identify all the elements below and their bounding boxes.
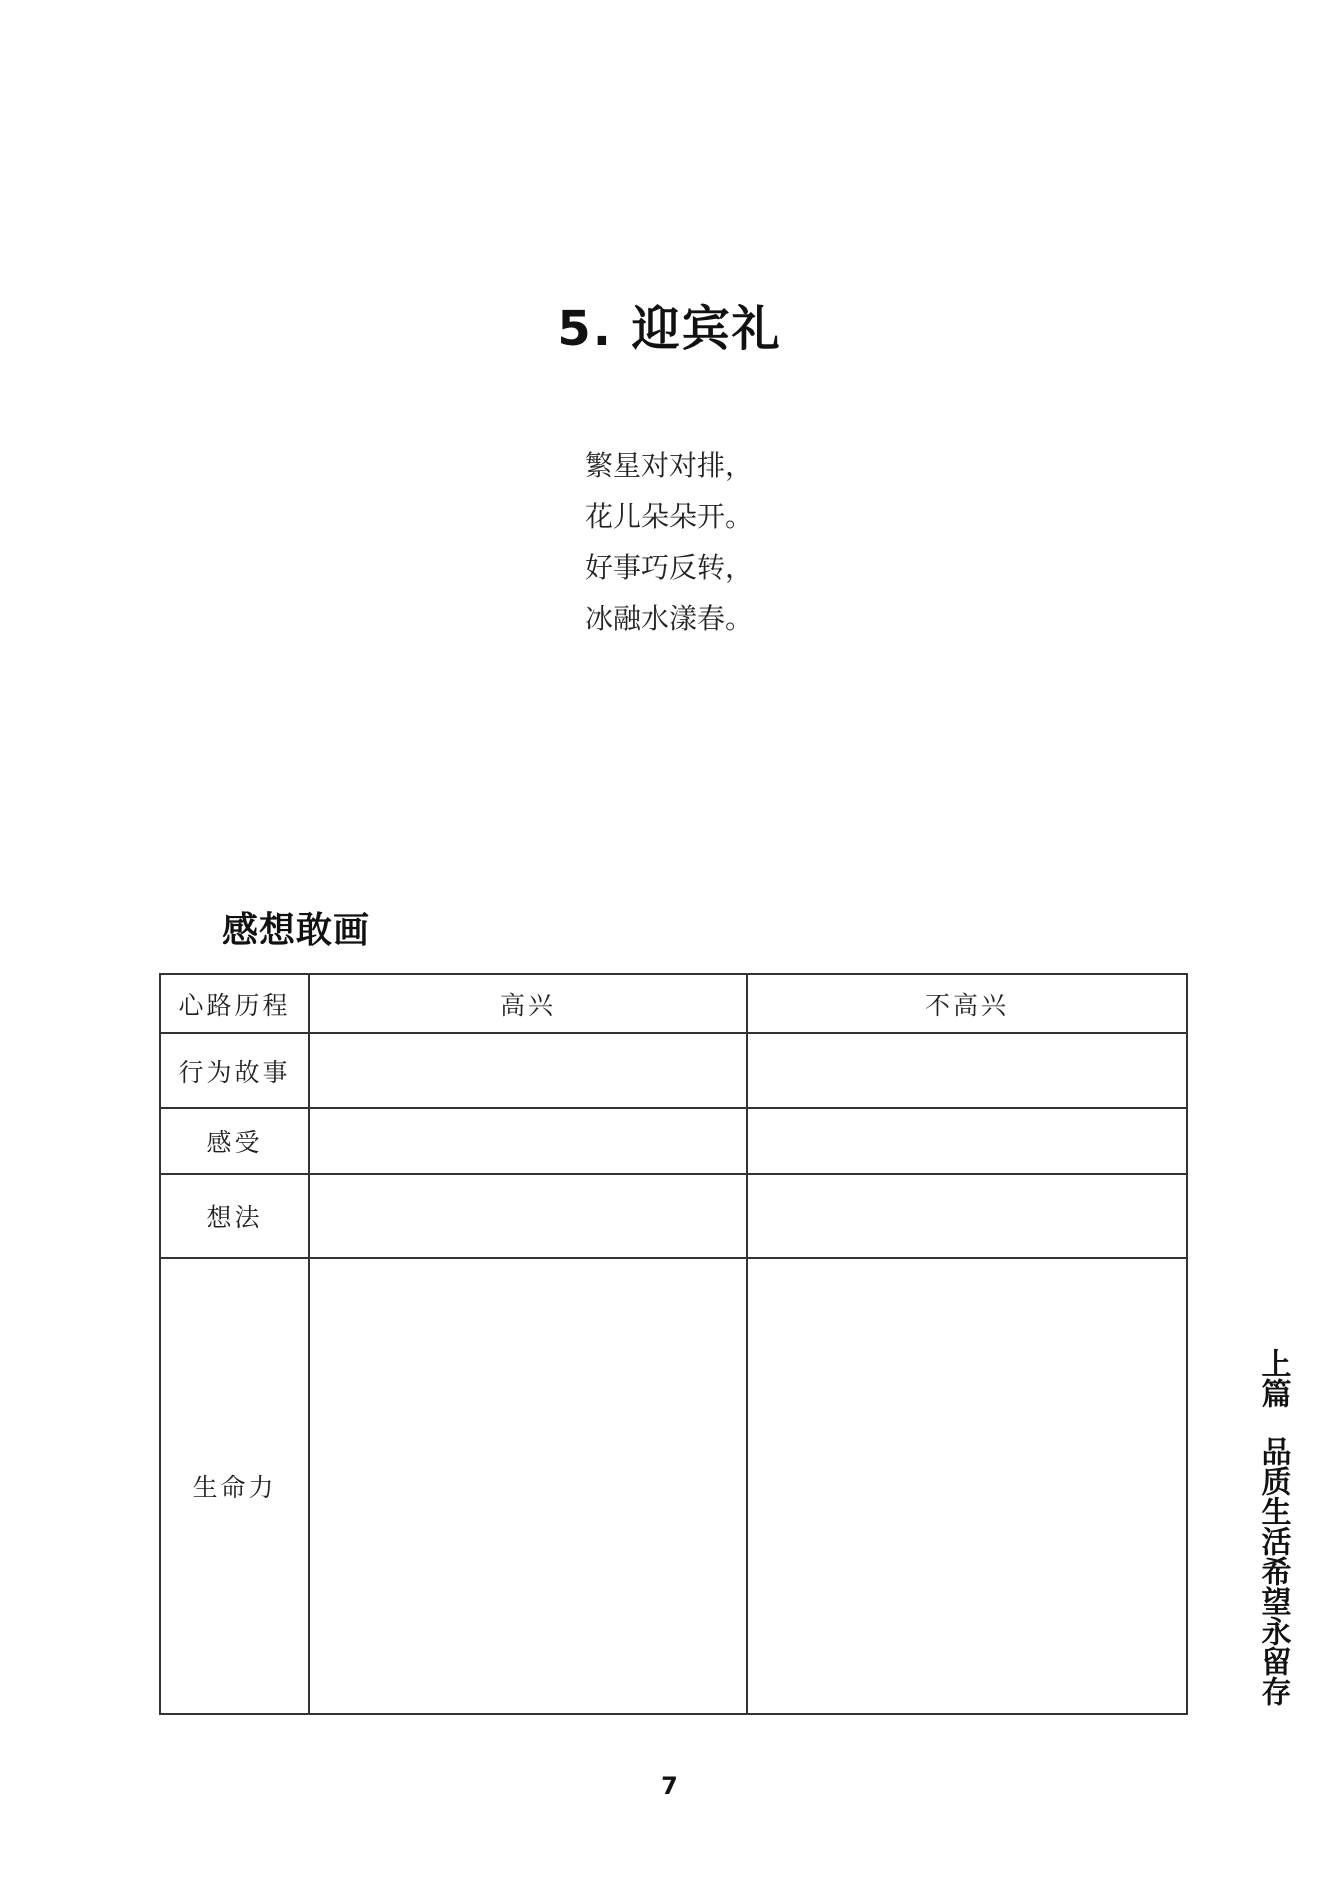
poem	[585, 440, 885, 644]
answer-cell-unhappy[interactable]	[747, 1174, 1187, 1258]
row-label-behavior: 行为故事	[160, 1033, 309, 1108]
answer-cell-happy[interactable]	[309, 1108, 747, 1174]
poem-line: 花儿朵朵开。	[585, 500, 754, 533]
side-section-tab	[1250, 1348, 1296, 1706]
table-row	[160, 1033, 1187, 1108]
section-heading: 感想敢画	[222, 910, 371, 951]
answer-cell-happy[interactable]	[309, 1258, 747, 1714]
side-tab-subtitle: 品质生活希望永留存	[1255, 1436, 1291, 1706]
header-cell-process: 心路历程	[160, 974, 309, 1033]
table-header-row	[160, 974, 1187, 1033]
table-row	[160, 1174, 1187, 1258]
row-label-feeling: 感受	[160, 1108, 309, 1174]
answer-cell-unhappy[interactable]	[747, 1033, 1187, 1108]
answer-cell-happy[interactable]	[309, 1033, 747, 1108]
poem-line: 冰融水漾春。	[585, 602, 754, 635]
side-tab-part: 上篇	[1255, 1348, 1291, 1408]
page-number: 7	[661, 1772, 678, 1800]
answer-cell-unhappy[interactable]	[747, 1258, 1187, 1714]
reflection-table	[159, 973, 1188, 1715]
row-label-vitality: 生命力	[160, 1258, 309, 1714]
poem-line: 繁星对对排，	[585, 449, 754, 482]
lesson-title: 5. 迎宾礼	[557, 301, 782, 357]
header-cell-unhappy: 不高兴	[747, 974, 1187, 1033]
answer-cell-unhappy[interactable]	[747, 1108, 1187, 1174]
row-label-thought: 想法	[160, 1174, 309, 1258]
table-row	[160, 1108, 1187, 1174]
poem-line: 好事巧反转，	[585, 551, 754, 584]
answer-cell-happy[interactable]	[309, 1174, 747, 1258]
header-cell-happy: 高兴	[309, 974, 747, 1033]
table-row	[160, 1258, 1187, 1714]
